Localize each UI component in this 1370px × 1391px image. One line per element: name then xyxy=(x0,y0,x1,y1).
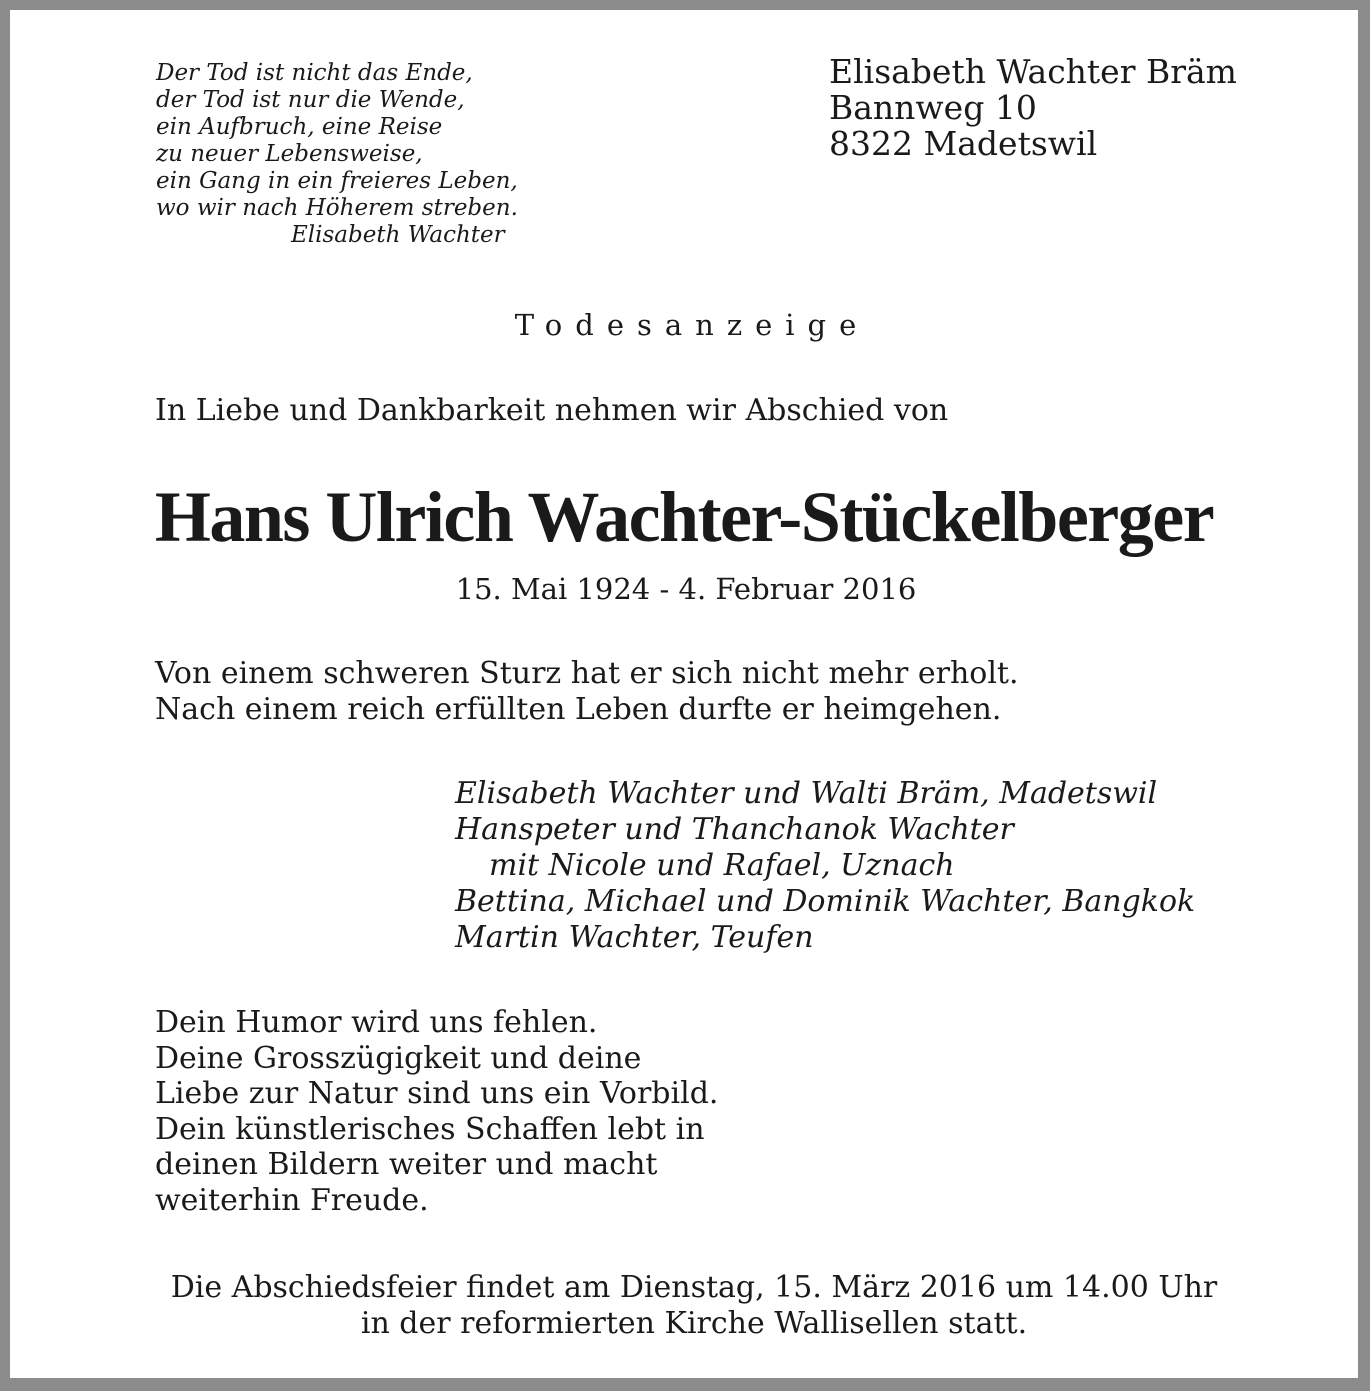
cause-line: Nach einem reich erfüllten Leben durfte er heimgehen. xyxy=(155,692,1002,727)
tribute-line: Deine Grosszügigkeit und deine xyxy=(155,1040,642,1076)
poem-line: ein Aufbruch, eine Reise xyxy=(156,114,443,140)
poem-line: ein Gang in ein freieres Leben, xyxy=(156,168,518,194)
obituary-page xyxy=(10,10,1358,1378)
tribute-line: Dein Humor wird uns fehlen. xyxy=(155,1005,598,1040)
address-street: Bannweg 10 xyxy=(829,88,1037,127)
poem-line: zu neuer Lebensweise, xyxy=(156,141,423,167)
deceased-name: Hans Ulrich Wachter-Stückelberger xyxy=(154,477,1214,557)
tribute-line: weiterhin Freude. xyxy=(155,1182,429,1218)
service-line: Die Abschiedsfeier findet am Dienstag, 15. März 2016 um 14.00 Uhr xyxy=(170,1270,1218,1305)
cause-text xyxy=(155,656,1019,728)
tribute-text xyxy=(155,1005,718,1218)
cause-line: Von einem schweren Sturz hat er sich nicht mehr erholt. xyxy=(155,656,1019,691)
tribute-line: Dein künstlerisches Schaffen lebt in xyxy=(155,1111,705,1147)
tribute-line: Liebe zur Natur sind uns ein Vorbild. xyxy=(155,1076,719,1111)
life-dates: 15. Mai 1924 - 4. Februar 2016 xyxy=(455,572,917,606)
poem-line: der Tod ist nur die Wende, xyxy=(156,87,465,113)
intro-text: In Liebe und Dankbarkeit nehmen wir Abschied von xyxy=(155,393,949,428)
mourner-line: mit Nicole und Rafael, Uznach xyxy=(489,848,955,883)
mourner-line: Bettina, Michael und Dominik Wachter, Bangkok xyxy=(455,884,1196,919)
service-announcement xyxy=(10,1270,1370,1342)
mourner-line: Elisabeth Wachter und Walti Bräm, Madetswil xyxy=(455,776,1158,811)
tribute-line: deinen Bildern weiter und macht xyxy=(155,1147,658,1182)
poem xyxy=(156,60,518,249)
mourner-line: Hanspeter und Thanchanok Wachter xyxy=(455,812,1014,847)
sender-address xyxy=(829,54,1237,162)
notice-heading: Todesanzeige xyxy=(514,308,870,342)
poem-line: Der Tod ist nicht das Ende, xyxy=(156,60,473,86)
address-city: 8322 Madetswil xyxy=(829,124,1098,163)
poem-author: Elisabeth Wachter xyxy=(291,222,505,248)
address-name: Elisabeth Wachter Bräm xyxy=(829,52,1237,91)
mourner-line: Martin Wachter, Teufen xyxy=(455,920,814,955)
poem-line: wo wir nach Höherem streben. xyxy=(156,195,518,221)
service-line: in der reformierten Kirche Wallisellen statt. xyxy=(360,1306,1028,1341)
mourners-list xyxy=(455,776,1195,956)
